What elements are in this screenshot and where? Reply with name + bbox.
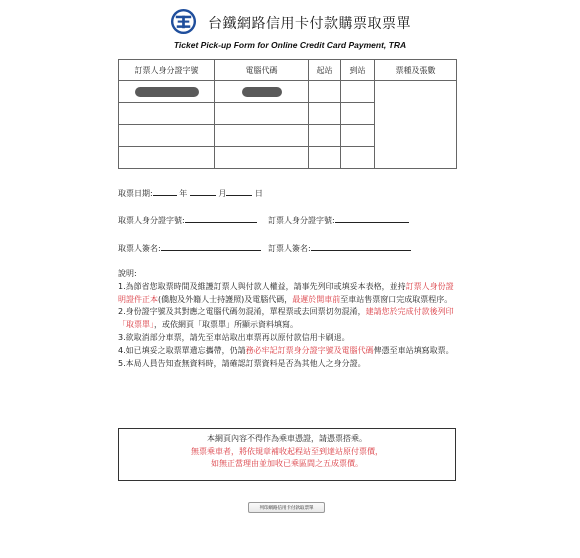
instruction-text: 1.為節省您取票時間及維護訂票人與付款人權益，請事先列印或填妥本表格，並持 — [118, 281, 406, 291]
year-blank[interactable] — [153, 186, 177, 196]
col-booker-id: 訂票人身分證字號 — [119, 60, 215, 81]
print-form-button[interactable]: 列印網路信用卡付款取票單 — [248, 502, 325, 513]
tra-logo-icon — [170, 8, 197, 35]
pickup-id-label: 取票人身分證字號: — [118, 216, 185, 225]
instruction-item-5: 5.本局人員告知查無資料時，請確認訂票資料是否為其他人之身分證。 — [118, 358, 366, 368]
instruction-text: ，或依網頁「取票單」所顯示資料填寫。 — [154, 320, 298, 330]
notice-box — [118, 428, 456, 481]
table-cell — [215, 125, 309, 147]
instruction-item-4 — [118, 345, 458, 358]
table-cell — [309, 81, 341, 103]
instruction-item-1 — [118, 281, 458, 307]
instruction-text: 俾憑至車站填寫取票。 — [373, 345, 454, 355]
notice-line-2: 無票乘車者，將依規章補收起程站至到達站原付票價， — [191, 446, 383, 456]
pickup-date-line — [118, 186, 263, 199]
col-computer-code: 電腦代碼 — [215, 60, 309, 81]
ticket-type-cell — [375, 81, 457, 169]
booker-sign-label: 訂票人簽名: — [268, 244, 311, 253]
day-blank[interactable] — [226, 186, 252, 196]
pickup-id-blank[interactable] — [185, 213, 257, 223]
table-cell — [119, 147, 215, 169]
table-cell — [119, 125, 215, 147]
table-cell — [309, 147, 341, 169]
instruction-text: 至車站售票窗口完成取票程序。 — [340, 294, 453, 304]
pickup-sign-label: 取票人簽名: — [118, 244, 161, 253]
pickup-sign-line — [118, 241, 261, 254]
instructions — [118, 268, 458, 370]
redacted-code-cell — [215, 81, 309, 103]
booker-sign-line — [268, 241, 411, 254]
instructions-title: 說明: — [118, 269, 137, 278]
year-label: 年 — [179, 189, 188, 198]
redacted-id — [135, 87, 199, 97]
booker-id-line — [268, 213, 409, 226]
table-cell — [309, 103, 341, 125]
instruction-item-3: 3.欲取消部分車票，請先至車站取出車票再以原付款信用卡刷退。 — [118, 332, 350, 342]
month-blank[interactable] — [190, 186, 216, 196]
table-header-row — [119, 60, 457, 81]
day-label: 日 — [254, 189, 263, 198]
table-cell — [215, 147, 309, 169]
instruction-highlight: 訂票人身份證明證件正本 — [118, 281, 454, 304]
pickup-id-line — [118, 213, 257, 226]
table-row — [119, 81, 457, 103]
notice-line-1: 本網頁內容不得作為乘車憑證，請憑票搭乘。 — [207, 434, 367, 443]
page-header — [0, 6, 580, 36]
instruction-highlight: 最遲於開車前 — [292, 294, 341, 304]
instruction-highlight: 建請您於完成付款後列印「取票單」 — [118, 307, 454, 330]
col-to-station: 到站 — [341, 60, 375, 81]
order-table — [118, 59, 457, 169]
month-label: 月 — [218, 189, 227, 198]
instruction-item-2 — [118, 306, 458, 332]
date-label: 取票日期: — [118, 189, 153, 198]
title-chinese: 台鐵網路信用卡付款購票取票單 — [208, 16, 411, 32]
title-english: Ticket Pick-up Form for Online Credit Card Payment, TRA — [173, 40, 407, 50]
table-cell — [341, 103, 375, 125]
table-cell — [341, 147, 375, 169]
notice-line-3: 如無正當理由並加收已乘區間之五成票價。 — [211, 459, 363, 468]
instruction-text: (僑胞及外籍人士持護照)及電腦代碼， — [158, 294, 293, 304]
col-from-station: 起站 — [309, 60, 341, 81]
redacted-code — [242, 87, 282, 97]
booker-id-label: 訂票人身分證字號: — [268, 216, 335, 225]
pickup-sign-blank[interactable] — [161, 241, 261, 251]
booker-id-blank[interactable] — [335, 213, 409, 223]
table-cell — [309, 125, 341, 147]
table-cell — [341, 125, 375, 147]
booker-sign-blank[interactable] — [311, 241, 411, 251]
table-cell — [119, 103, 215, 125]
table-cell — [215, 103, 309, 125]
col-ticket-type-qty: 票種及張數 — [375, 60, 457, 81]
instruction-highlight: 務必牢記訂票身分證字號及電腦代碼 — [245, 345, 374, 355]
instruction-text: 4.如已填妥之取票單遺忘攜帶，仍請 — [118, 345, 246, 355]
redacted-id-cell — [119, 81, 215, 103]
instruction-text: 2.身份證字號及其對應之電腦代碼勿混淆，單程票或去回票切勿混淆， — [118, 307, 366, 317]
table-cell — [341, 81, 375, 103]
